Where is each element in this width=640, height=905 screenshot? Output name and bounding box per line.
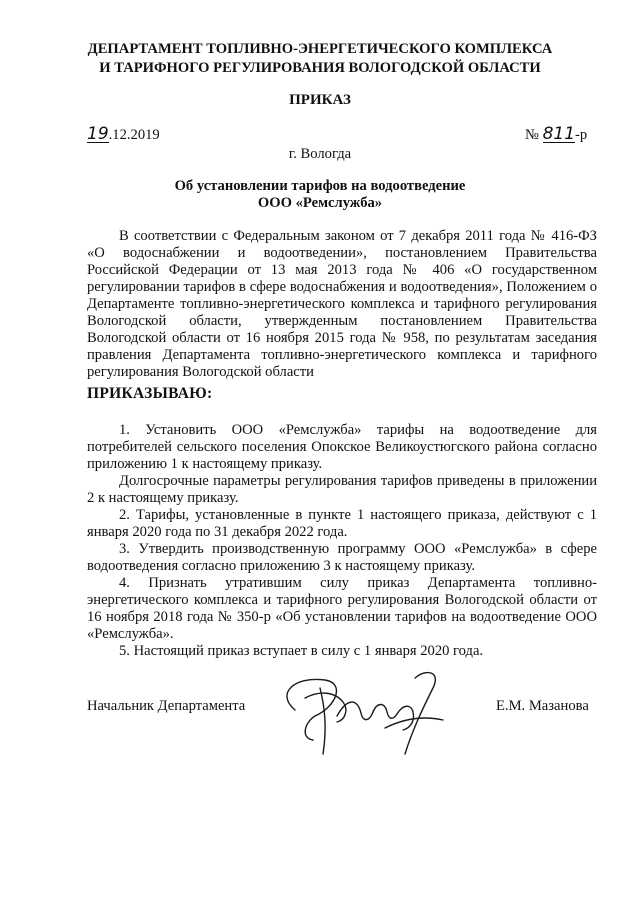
resolve-heading: ПРИКАЗЫВАЮ: [87, 385, 213, 402]
preamble-paragraph: В соответствии с Федеральным законом от 7 декабря 2011 года № 416-ФЗ «О водоснабжении и водоотведении», постановлением Правительства Российской Федерации от 13 мая 2013 года № 406 «О государственном регулировании тарифов в сфере водоснабжения и водоотведения», Положением о Департаменте топливно-энергетического комплекса и тарифного регулирования Вологодской области, утвержденным постановлением Правительства Вологодской области от 16 ноября 2015 года № 958, по результатам заседания правления Департамента топливно-энергетического комплекса и тарифного регулирования Вологодской области [87, 228, 597, 380]
order-item-3: 3. Утвердить производственную программу ООО «Ремслужба» в сфере водоотведения согласно приложению 3 к настоящему приказу. [87, 541, 597, 574]
order-item-4: 4. Признать утратившим силу приказ Департамента топливно-энергетического комплекса и тарифного регулирования Вологодской области от 16 ноября 2018 года № 350-р «Об установлении тарифов на водоотведение ООО «Ремслужба». [87, 575, 597, 642]
department-line-2: И ТАРИФНОГО РЕГУЛИРОВАНИЯ ВОЛОГОДСКОЙ ОБЛАСТИ [99, 60, 541, 76]
city: г. Вологда [288, 146, 352, 162]
order-item-1-params: Долгосрочные параметры регулирования тарифов приведены в приложении 2 к настоящему приказу. [87, 473, 597, 506]
department-line-1: ДЕПАРТАМЕНТ ТОПЛИВНО-ЭНЕРГЕТИЧЕСКОГО КОМПЛЕКСА [87, 41, 553, 57]
handwritten-signature [265, 658, 455, 758]
order-items [87, 422, 597, 660]
department-header [40, 40, 600, 78]
subject-line-1: Об установлении тарифов на водоотведение [174, 178, 466, 194]
date-month-year: .12.2019 [108, 127, 160, 143]
order-item-5: 5. Настоящий приказ вступает в силу с 1 января 2020 года. [119, 643, 484, 659]
document-type: ПРИКАЗ [289, 92, 351, 108]
date-day-handwritten: 19 [87, 124, 109, 144]
order-date [87, 126, 160, 144]
order-subject [140, 178, 500, 212]
order-item-1: 1. Установить ООО «Ремслужба» тарифы на водоотведение для потребителей сельского поселения Опокское Великоустюгского района согласно приложению 1 к настоящему приказу. [87, 422, 597, 472]
signatory-name: Е.М. Мазанова [496, 698, 589, 714]
number-handwritten: 811 [542, 124, 576, 144]
number-suffix: -р [575, 127, 588, 143]
order-item-2: 2. Тарифы, установленные в пункте 1 настоящего приказа, действуют с 1 января 2020 года по 31 декабря 2022 года. [87, 507, 597, 540]
subject-line-2: ООО «Ремслужба» [257, 195, 383, 211]
number-prefix: № [525, 127, 539, 143]
order-number [525, 126, 587, 144]
signatory-position: Начальник Департамента [87, 698, 246, 714]
